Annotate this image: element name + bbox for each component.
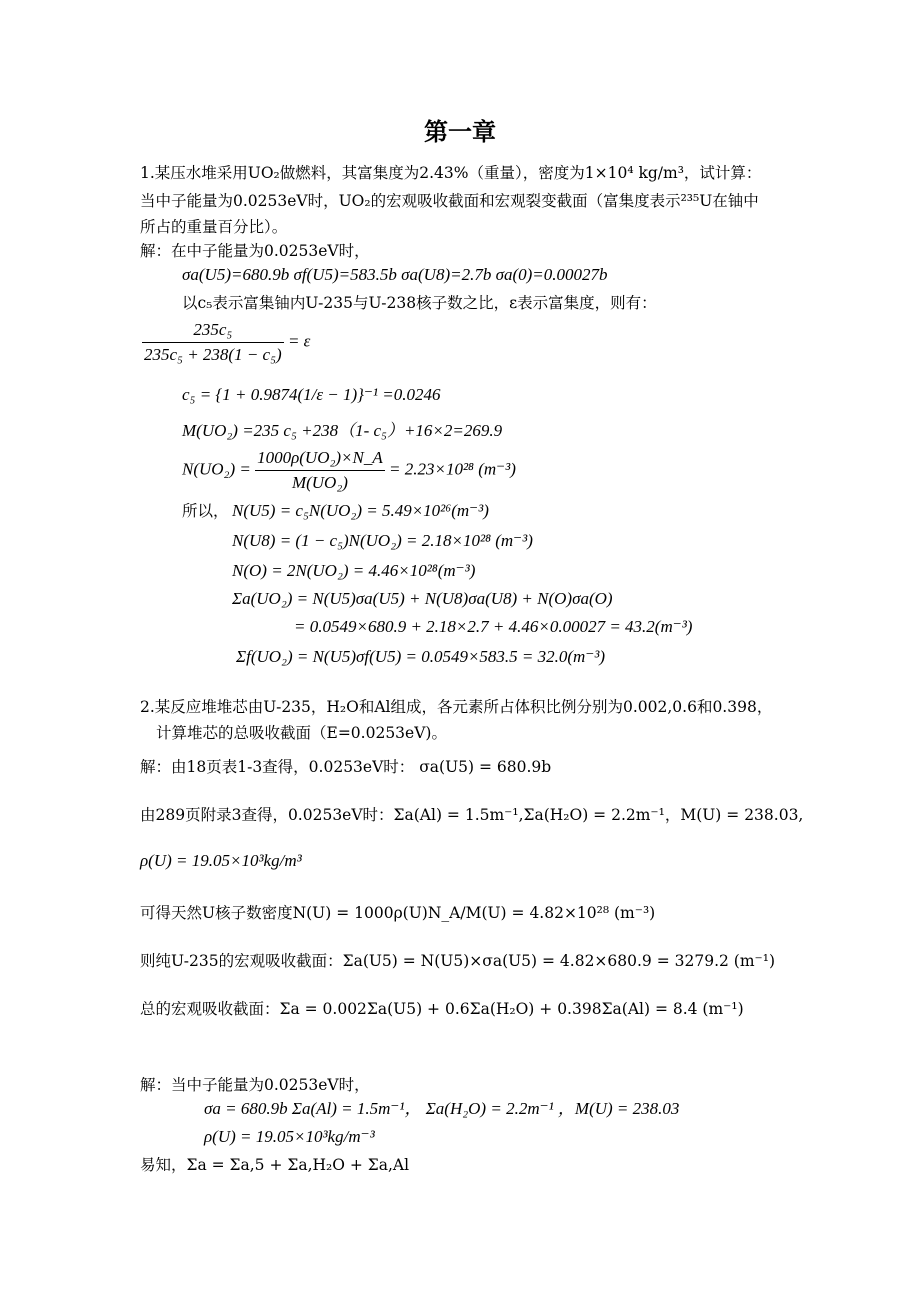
nuo2-fraction: [255, 446, 385, 495]
s1-intro: 解：在中子能量为0.0253eV时，: [140, 242, 370, 260]
s3-line-2: σa = 680.9b Σa(Al) = 1.5m⁻¹， Σa(H₂O) = 2.2m⁻¹ ，M(U) = 238.03: [204, 1099, 680, 1118]
fraction-numerator: 235c₅: [142, 318, 284, 343]
fraction-rhs: = ε: [287, 331, 311, 351]
s2-line-1: 解：由18页表1-3查得，0.0253eV时： σa(U5) = 680.9b: [140, 758, 552, 776]
q2-line-1: 2.某反应堆堆芯由U-235，H₂O和Al组成，各元素所占体积比例分别为0.002,0.6和0.398，: [140, 698, 773, 716]
s1-enrichment-equation: [142, 318, 310, 367]
chapter-title: 第一章: [424, 117, 496, 146]
s2-line-5: 则纯U-235的宏观吸收截面：Σa(U5) = N(U5)×σa(U5) = 4.82×680.9 = 3279.2 (m⁻¹): [140, 952, 775, 970]
s1-n-o: N(O) = 2N(UO₂) = 4.46×10²⁸(m⁻³): [232, 561, 476, 580]
s2-line-6: 总的宏观吸收截面：Σa = 0.002Σa(U5) + 0.6Σa(H₂O) + 0.398Σa(Al) = 8.4 (m⁻¹): [140, 1000, 744, 1018]
s1-c5-value: c₅ = {1 + 0.9874(1/ε − 1)}⁻¹ =0.0246: [182, 385, 441, 404]
s2-line-3: ρ(U) = 19.05×10³kg/m³: [140, 851, 302, 870]
fraction-denominator: 235c₅ + 238(1 − c₅): [144, 345, 282, 364]
s1-n-u5: N(U5) = c₅N(UO₂) = 5.49×10²⁶(m⁻³): [232, 501, 489, 520]
nuo2-denominator: M(UO₂): [291, 473, 348, 492]
s3-line-4: 易知，Σa = Σa,5 + Σa,H₂O + Σa,Al: [140, 1156, 410, 1174]
s1-so-label: 所以，: [182, 502, 229, 520]
q1-line-2: 当中子能量为0.0253eV时，UO₂的宏观吸收截面和宏观裂变截面（富集度表示²³⁵U在铀中: [140, 192, 759, 210]
s1-c5-definition: 以c₅表示富集铀内U-235与U-238核子数之比，ε表示富集度，则有：: [182, 294, 657, 312]
nuo2-rhs: = 2.23×10²⁸ (m⁻³): [389, 459, 516, 479]
s3-line-1: 解：当中子能量为0.0253eV时，: [140, 1076, 370, 1094]
s1-molar-mass: M(UO₂) =235 c₅ +238（1- c₅）+16×2=269.9: [182, 421, 503, 440]
s2-line-2: 由289页附录3查得，0.0253eV时：Σa(Al) = 1.5m⁻¹,Σa(H₂O) = 2.2m⁻¹，M(U) = 238.03,: [140, 806, 804, 824]
q1-line-3: 所占的重量百分比）。: [140, 218, 288, 236]
s3-line-3: ρ(U) = 19.05×10³kg/m⁻³: [204, 1127, 375, 1146]
nuo2-numerator: 1000ρ(UO₂)×N_A: [255, 446, 385, 471]
nuo2-lhs: N(UO₂) =: [182, 459, 251, 479]
enrichment-fraction: [142, 318, 284, 367]
s2-line-4: 可得天然U核子数密度N(U) = 1000ρ(U)N_A/M(U) = 4.82×10²⁸ (m⁻³): [140, 904, 656, 922]
s1-cross-sections: σa(U5)=680.9b σf(U5)=583.5b σa(U8)=2.7b σa(0)=0.00027b: [182, 265, 608, 284]
q1-line-1: 1.某压水堆采用UO₂做燃料，其富集度为2.43%（重量），密度为1×10⁴ kg/m³，试计算：: [140, 164, 762, 182]
s1-number-density-uo2: [182, 446, 516, 495]
q2-line-2: 计算堆芯的总吸收截面（E=0.0253eV)。: [156, 724, 447, 742]
s1-sigma-a-line-1: Σa(UO₂) = N(U5)σa(U5) + N(U8)σa(U8) + N(O)σa(O): [232, 589, 613, 608]
s1-n-u8: N(U8) = (1 − c₅)N(UO₂) = 2.18×10²⁸ (m⁻³): [232, 531, 533, 550]
s1-sigma-f: Σf(UO₂) = N(U5)σf(U5) = 0.0549×583.5 = 32.0(m⁻³): [236, 647, 606, 666]
s1-sigma-a-line-2: = 0.0549×680.9 + 2.18×2.7 + 4.46×0.00027 = 43.2(m⁻³): [294, 617, 693, 636]
